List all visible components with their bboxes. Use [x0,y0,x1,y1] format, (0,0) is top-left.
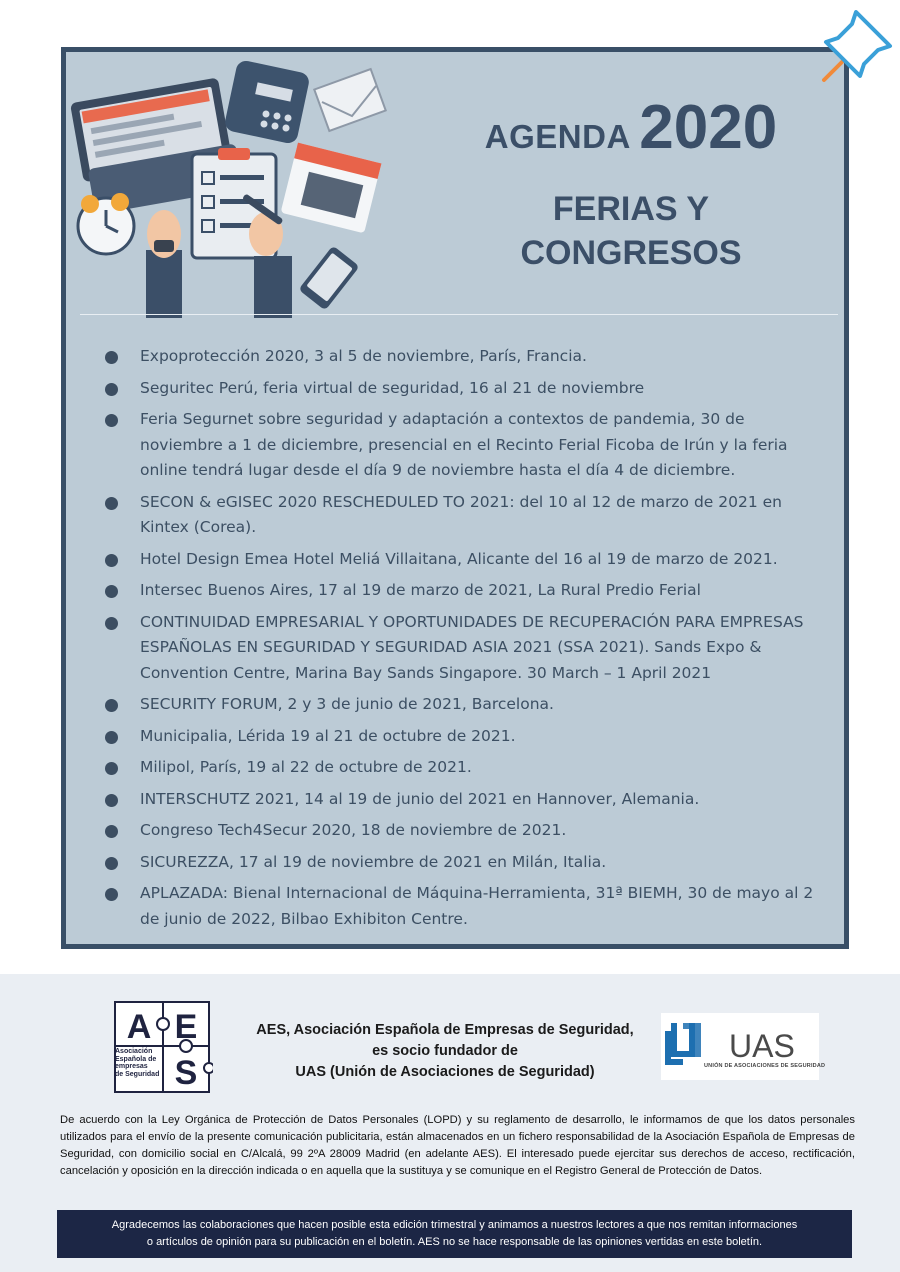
bullet-icon [105,699,118,712]
list-item: Intersec Buenos Aires, 17 al 19 de marzo de 2021, La Rural Predio Ferial [104,578,816,604]
subtitle-line-2: CONGRESOS [520,234,742,272]
thanks-banner: Agradecemos las colaboraciones que hacen posible esta edición trimestral y animamos a nuestros lectores a que nos remitan informaciones o artículos de opinión para su publicación en el boletín. AES no se hace responsable de las opiniones vertidas en este boletín. [57,1210,852,1258]
uas-logo-subtitle: UNIÓN DE ASOCIACIONES DE SEGURIDAD [704,1063,826,1069]
bullet-icon [105,554,118,567]
svg-text:A: A [126,1008,152,1046]
agenda-year: 2020 [639,93,778,162]
uas-logo [661,1013,826,1080]
uas-mark-icon [661,1013,819,1080]
alarm-clock-icon [78,193,134,254]
envelope-icon [314,69,385,131]
agenda-word: AGENDA [484,118,630,155]
aes-logo [113,1000,213,1095]
list-item: Seguritec Perú, feria virtual de seguridad, 16 al 21 de noviembre [104,376,816,402]
svg-text:E: E [174,1008,198,1046]
bullet-icon [105,414,118,427]
list-item: Feria Segurnet sobre seguridad y adaptación a contextos de pandemia, 30 de noviembre a 1 de diciembre, presencial en el Recinto Ferial Ficoba de Irún y la feria online tendrá lugar desde el día 9 de noviembre hasta el día 4 de diciembre. [104,407,816,484]
list-item: APLAZADA: Bienal Internacional de Máquina-Herramienta, 31ª BIEMH, 30 de mayo al 2 de junio de 2022, Bilbao Exhibiton Centre. [104,881,816,932]
agenda-card [61,47,849,949]
list-item: Congreso Tech4Secur 2020, 18 de noviembre de 2021. [104,818,816,844]
legal-notice: De acuerdo con la Ley Orgánica de Protección de Datos Personales (LOPD) y su reglamento de desarrollo, le informamos de que los datos personales utilizados para el envío de la presente comunicación publicitaria, están almacenados en un fichero responsabilidad de la Asociación Española de Empresas de Seguridad, con domicilio social en C/Alcalá, 99 2ºA 28009 Madrid (en adelante AES). El interesado puede ejercitar sus derechos de acceso, rectificación, cancelación y oposición en la dirección indicada o en aquella que la sustituya y se comunique en el Registro General de Protección de Datos. [60,1114,855,1177]
list-item: CONTINUIDAD EMPRESARIAL Y OPORTUNIDADES DE RECUPERACIÓN PARA EMPRESAS ESPAÑOLAS EN SEGURIDAD Y SEGURIDAD ASIA 2021 (SSA 2021). Sands Expo & Convention Centre, Marina Bay Sands Singapore. 30 March – 1 April 2021 [104,610,816,687]
title-block [451,92,811,275]
list-item: SICUREZZA, 17 al 19 de noviembre de 2021 en Milán, Italia. [104,850,816,876]
pushpin-icon [816,6,896,86]
bullet-icon [105,888,118,901]
list-item: Expoprotección 2020, 3 al 5 de noviembre, París, Francia. [104,344,816,370]
agenda-heading [451,92,811,163]
partner-statement: AES, Asociación Española de Empresas de Seguridad, es socio fundador de UAS (Unión de Asociaciones de Seguridad) [256,1022,634,1080]
list-item: SECON & eGISEC 2020 RESCHEDULED TO 2021: del 10 al 12 de marzo de 2021 en Kintex (Corea). [104,490,816,541]
bullet-icon [105,351,118,364]
events-list [104,344,816,938]
bullet-icon [105,731,118,744]
subtitle-line-1: FERIAS Y [552,190,710,228]
list-item: SECURITY FORUM, 2 y 3 de junio de 2021, Barcelona. [104,692,816,718]
desk-phone-icon [223,59,310,145]
bullet-icon [105,857,118,870]
svg-text:S: S [174,1054,198,1092]
aes-logo-caption: Asociación Española de empresas de Seguridad [115,1048,160,1078]
list-item: Hotel Design Emea Hotel Meliá Villaitana, Alicante del 16 al 19 de marzo de 2021. [104,547,816,573]
bullet-icon [105,762,118,775]
list-item: INTERSCHUTZ 2021, 14 al 19 de junio del 2021 en Hannover, Alemania. [104,787,816,813]
bullet-icon [105,794,118,807]
bullet-icon [105,617,118,630]
smartphone-icon [298,245,359,310]
svg-text:UAS: UAS [729,1028,795,1064]
bullet-icon [105,825,118,838]
bullet-icon [105,383,118,396]
divider [80,314,838,315]
list-item: Municipalia, Lérida 19 al 21 de octubre de 2021. [104,724,816,750]
subtitle-heading [451,187,811,275]
bullet-icon [105,497,118,510]
calendar-icon [281,143,382,234]
office-desk-illustration [70,56,390,318]
list-item: Milipol, París, 19 al 22 de octubre de 2021. [104,755,816,781]
bullet-icon [105,585,118,598]
